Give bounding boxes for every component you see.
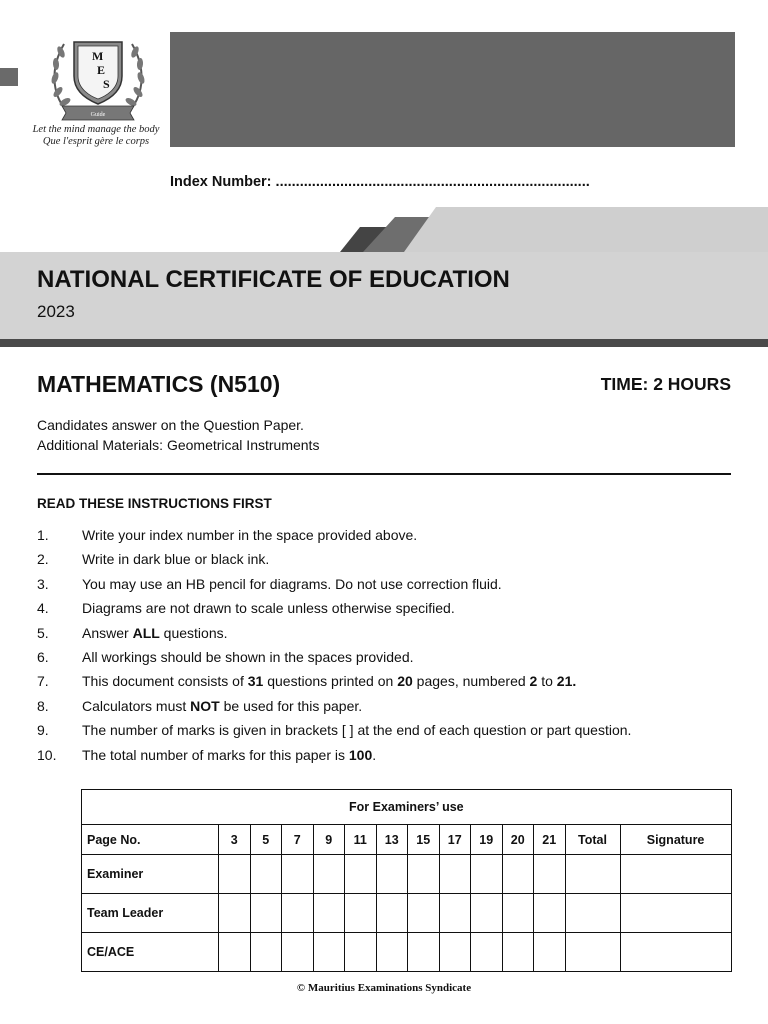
instruction-item [37,647,737,671]
instructions-heading: READ THESE INSTRUCTIONS FIRST [37,496,272,511]
instruction-text-part: This document consists of [82,673,248,690]
instruction-text-part: pages, numbered [412,673,530,690]
page-number-cell: 13 [376,825,408,855]
instruction-number: 10. [37,746,57,763]
marks-entry-cell[interactable] [313,855,345,894]
marks-entry-cell[interactable] [250,894,282,933]
subject-title: MATHEMATICS (N510) [37,371,281,397]
page-number-cell: 11 [345,825,377,855]
marks-entry-cell[interactable] [502,894,534,933]
instruction-text-part: Diagrams are not drawn to scale unless otherwise specified. [82,600,455,617]
examiners-table-title: For Examiners’ use [82,790,732,825]
instruction-text [82,671,576,691]
marks-entry-cell[interactable] [471,894,503,933]
page-number-cell: 3 [219,825,251,855]
table-row [82,894,732,933]
marks-entry-cell[interactable] [345,894,377,933]
instruction-item [37,720,737,744]
marks-entry-cell[interactable] [534,855,566,894]
marks-entry-cell[interactable] [282,894,314,933]
marks-entry-cell[interactable] [408,855,440,894]
table-row [82,855,732,894]
instruction-item [37,549,737,573]
instruction-emphasis: 2 [529,673,538,690]
marks-entry-cell[interactable] [345,855,377,894]
copyright-notice: © Mauritius Examinations Syndicate [296,982,472,994]
table-row [82,933,732,972]
marks-entry-cell[interactable] [408,894,440,933]
divider-line [37,473,731,475]
marks-entry-cell[interactable] [565,933,620,972]
marks-entry-cell[interactable] [376,894,408,933]
instruction-text-part: The total number of marks for this paper is [82,746,349,763]
instruction-text-part: Write in dark blue or black ink. [82,551,270,568]
marks-entry-cell[interactable] [534,894,566,933]
marks-entry-cell[interactable] [620,933,731,972]
page-number-cell: 5 [250,825,282,855]
marks-entry-cell[interactable] [250,933,282,972]
instruction-text-part: to [537,673,557,690]
page-number-cell: 19 [471,825,503,855]
crest-letter-m: M [92,49,104,63]
instruction-text-part: Calculators must [82,697,191,714]
instruction-item [37,745,737,769]
instruction-text-part: Write your index number in the space provided above. [82,527,418,543]
instruction-text [82,598,455,618]
marks-entry-cell[interactable] [439,894,471,933]
instruction-text [82,623,228,643]
page-number-cell: 17 [439,825,471,855]
instruction-text-part: The number of marks is given in brackets [ ] at the end of each question or part question. [82,722,632,739]
instruction-number: 6. [37,648,49,665]
page-number-cell: 7 [282,825,314,855]
candidate-label-box [170,32,735,147]
marks-entry-cell[interactable] [219,855,251,894]
marks-entry-cell[interactable] [376,855,408,894]
marks-entry-cell[interactable] [282,933,314,972]
instruction-item [37,598,737,622]
marks-entry-cell[interactable] [219,933,251,972]
marks-entry-cell[interactable] [565,894,620,933]
instruction-number: 2. [37,551,49,568]
row-label: Examiner [82,855,219,894]
margin-tab [0,68,18,86]
exam-year: 2023 [37,302,75,321]
marks-entry-cell[interactable] [345,933,377,972]
instruction-item [37,671,737,695]
instruction-item [37,525,737,549]
marks-entry-cell[interactable] [439,933,471,972]
crest-ribbon-text: Guide [90,112,106,118]
marks-entry-cell[interactable] [313,933,345,972]
marks-entry-cell[interactable] [471,855,503,894]
page-number-label: Page No. [82,825,219,855]
candidates-note: Candidates answer on the Question Paper. [37,417,304,433]
marks-entry-cell[interactable] [502,855,534,894]
instruction-emphasis: ALL [132,624,160,641]
instruction-text-part: questions. [159,624,228,641]
crest-letter-s: S [103,77,110,91]
instruction-number: 8. [37,697,49,714]
instruction-text-part: You may use an HB pencil for diagrams. Do not use correction fluid. [82,575,502,592]
instruction-item [37,696,737,720]
instruction-number: 1. [37,527,49,543]
instruction-text [82,525,417,545]
marks-entry-cell[interactable] [471,933,503,972]
instruction-text [82,549,269,569]
marks-entry-cell[interactable] [376,933,408,972]
marks-entry-cell[interactable] [534,933,566,972]
instruction-text-part: questions printed on [263,673,398,690]
marks-entry-cell[interactable] [408,933,440,972]
motto-french: Que l'esprit gère le corps [42,136,150,147]
instructions-list [37,525,737,769]
motto-english: Let the mind manage the body [32,124,160,135]
marks-entry-cell[interactable] [620,894,731,933]
instruction-emphasis: 31 [247,673,264,690]
signature-column-header: Signature [620,825,731,855]
page-number-cell: 15 [408,825,440,855]
instruction-text [82,696,362,716]
instruction-number: 4. [37,600,49,617]
page-number-cell: 9 [313,825,345,855]
crest-letter-e: E [97,63,106,77]
page-number-cell: 21 [534,825,566,855]
instruction-number: 9. [37,722,49,739]
instruction-text-part: Answer [82,624,133,641]
instruction-item [37,623,737,647]
instruction-text-part: be used for this paper. [219,697,363,714]
marks-entry-cell[interactable] [565,855,620,894]
exam-title: NATIONAL CERTIFICATE OF EDUCATION [37,266,510,293]
instruction-text-part: All workings should be shown in the spaces provided. [82,648,414,665]
instruction-emphasis: NOT [190,697,220,714]
marks-entry-cell[interactable] [313,894,345,933]
instruction-text [82,647,414,667]
examiners-use-table [81,789,732,972]
row-label: Team Leader [82,894,219,933]
total-column-header: Total [565,825,620,855]
instruction-text [82,745,376,765]
marks-entry-cell[interactable] [620,855,731,894]
marks-entry-cell[interactable] [502,933,534,972]
instruction-number: 7. [37,673,49,690]
page-number-cell: 20 [502,825,534,855]
instruction-number: 5. [37,624,49,641]
marks-entry-cell[interactable] [219,894,251,933]
instruction-text [82,574,502,594]
instruction-emphasis: 100 [348,746,373,763]
marks-entry-cell[interactable] [282,855,314,894]
time-allowed: TIME: 2 HOURS [600,374,731,394]
marks-entry-cell[interactable] [250,855,282,894]
materials-note: Additional Materials: Geometrical Instruments [37,437,320,453]
school-crest-logo [48,32,148,124]
row-label: CE/ACE [82,933,219,972]
marks-entry-cell[interactable] [439,855,471,894]
instruction-number: 3. [37,575,49,592]
instruction-text-part: . [372,746,377,763]
instruction-emphasis: 20 [397,673,413,690]
index-number-field[interactable]: Index Number: .............................................................................. [170,174,590,190]
instruction-emphasis: 21. [556,673,577,690]
instruction-text [82,720,631,740]
instruction-item [37,574,737,598]
